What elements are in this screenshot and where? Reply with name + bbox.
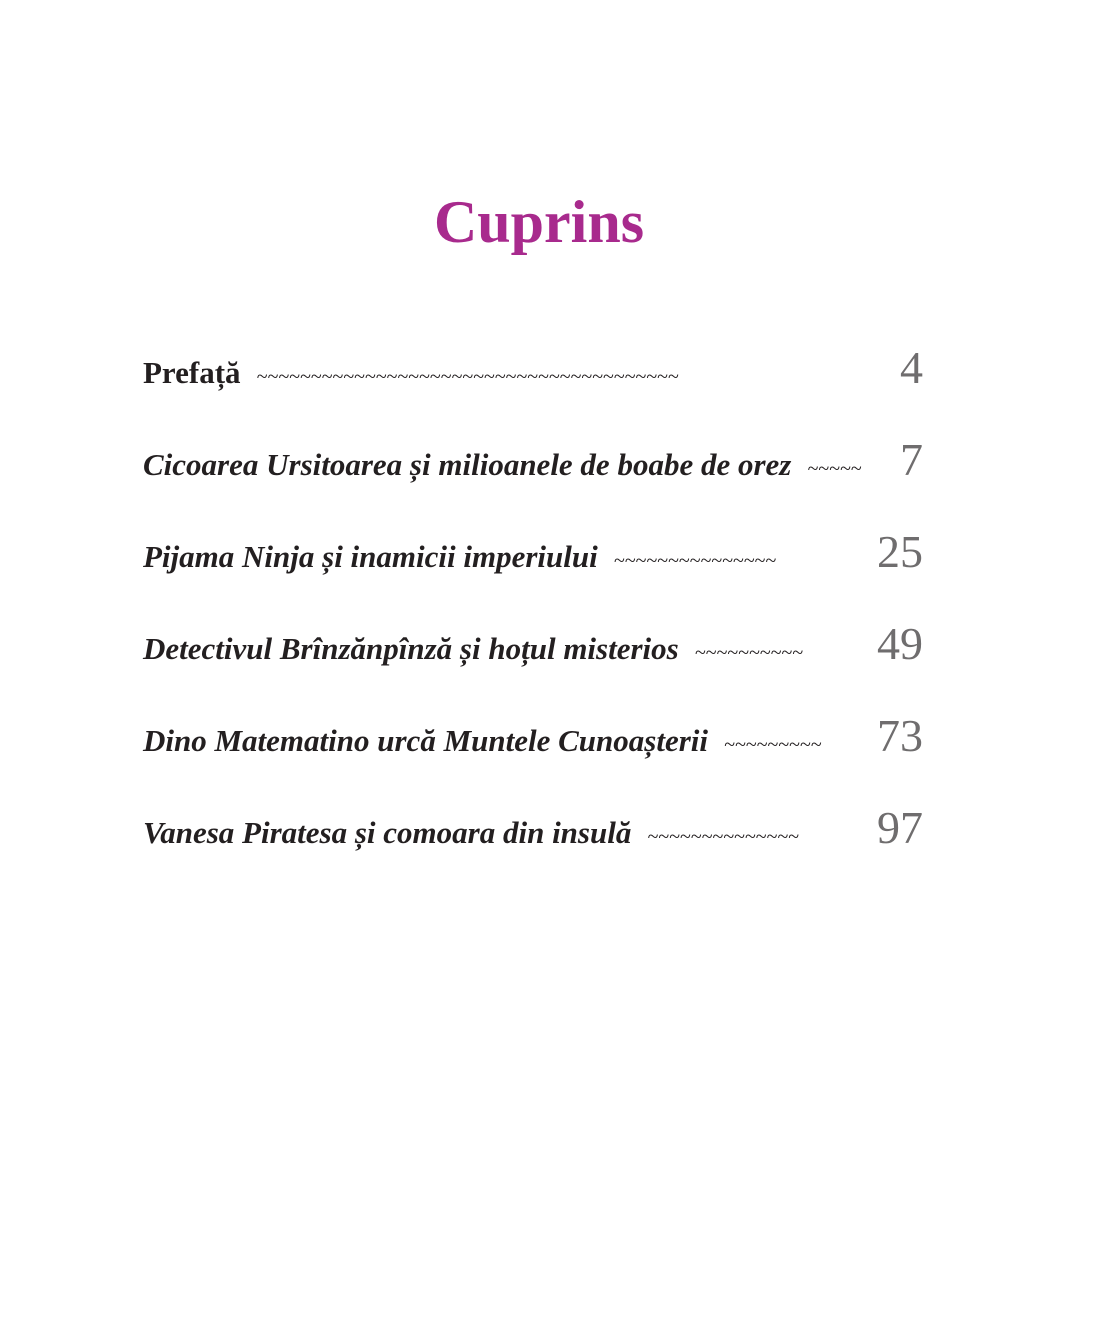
toc-entry-leader: ~~~~~~~~~~~~~~~~~~~~~~~~~~~~~~~~~~~~~~~: [256, 366, 679, 388]
toc-entry-page-number: 97: [877, 802, 923, 853]
toc-entry-preface: [143, 338, 923, 430]
toc-entry-label: Pijama Ninja și inamicii imperiului: [143, 539, 598, 574]
toc-entry-label: Cicoarea Ursitoarea și milioanele de boabe de orez: [143, 447, 792, 482]
toc-entry-leader: ~~~~~~~~~~~~~~: [647, 826, 799, 848]
table-of-contents: [143, 338, 923, 890]
toc-entry-page-number: 73: [877, 710, 923, 761]
toc-entry-leader: ~~~~~: [807, 458, 862, 480]
toc-entry-story-4: [143, 706, 923, 798]
toc-entry-label: Vanesa Piratesa și comoara din insulă: [143, 815, 632, 850]
toc-entry-label: Prefață: [143, 355, 241, 390]
toc-entry-story-1: [143, 430, 923, 522]
toc-entry-page-number: 49: [877, 618, 923, 669]
toc-entry-page-number: 25: [877, 526, 923, 577]
toc-entry-leader: ~~~~~~~~~~~~~~~: [613, 550, 777, 572]
toc-entry-story-5: [143, 798, 923, 890]
toc-entry-leader: ~~~~~~~~~: [724, 734, 822, 756]
toc-entry-label: Dino Matematino urcă Muntele Cunoașterii: [143, 723, 708, 758]
page-title: Cuprins: [433, 189, 645, 255]
toc-entry-story-3: [143, 614, 923, 706]
toc-entry-story-2: [143, 522, 923, 614]
toc-entry-page-number: 7: [900, 434, 923, 485]
toc-entry-leader: ~~~~~~~~~~: [694, 642, 803, 664]
toc-entry-page-number: 4: [900, 342, 923, 393]
toc-entry-label: Detectivul Brînzănpînză și hoțul misterios: [143, 631, 679, 666]
